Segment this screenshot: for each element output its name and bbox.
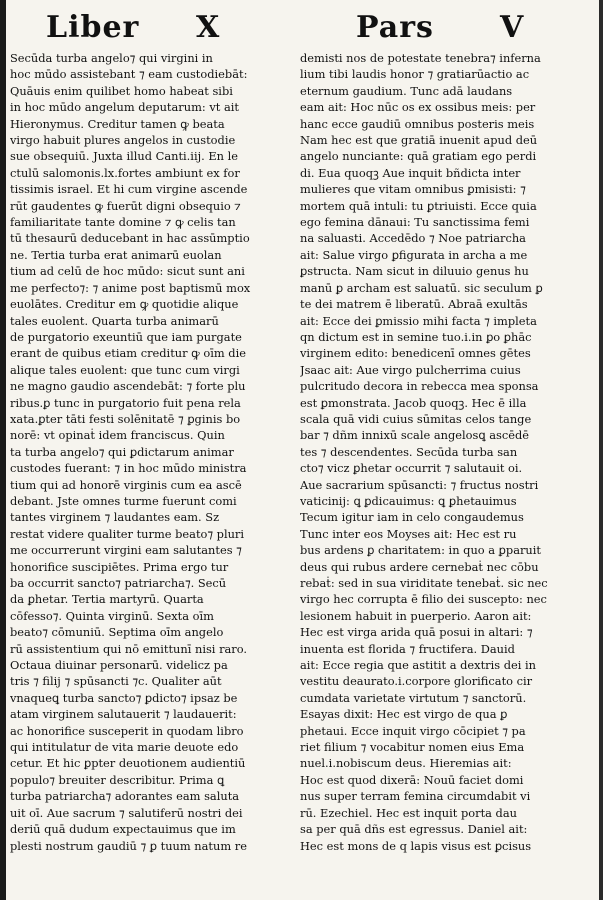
text-line: tes ⁊ descendentes. Secūda turba san bbox=[300, 444, 518, 459]
text-line: ait: Ecce dei ꝑmissio mihi facta ⁊ impleta bbox=[300, 313, 537, 328]
text-line: Hieronymus. Creditur tamen ꝙ beata bbox=[10, 116, 225, 131]
text-line: uit oī. Aue sacrum ⁊ salutiferū nostri dei bbox=[10, 805, 243, 820]
text-line: tantes virginem ⁊ laudantes eam. Sz bbox=[10, 510, 220, 525]
text-line: honorifice suscipiētes. Prima ergo tur bbox=[10, 559, 229, 574]
text-line: di. Eua quoqꝫ Aue inquit bñdicta inter bbox=[300, 165, 521, 180]
text-line: xata.ꝑter tāti festi solēnitatē ⁊ ꝑginis bo bbox=[10, 411, 241, 426]
text-line: turba patriarcha⁊ adorantes eam saluta bbox=[10, 789, 240, 804]
text-line: restat videre qualiter turme beato⁊ pluri bbox=[10, 526, 245, 541]
text-line: ne. Tertia turba erat animarū euolan bbox=[10, 247, 222, 262]
text-line: custodes fuerant: ⁊ in hoc mūdo ministra bbox=[10, 461, 247, 476]
text-line: Jsaac ait: Aue virgo pulcherrima cuius bbox=[300, 362, 521, 377]
text-line: ac honorifice susceperit in quodam libro bbox=[10, 723, 244, 738]
text-line: euolātes. Creditur em ꝙ quotidie alique bbox=[10, 297, 239, 312]
text-line: familiaritate tante domine ⁊ ꝙ celis tan bbox=[10, 215, 236, 230]
text-line: cetur. Et hic ꝑpter deuotionem audientiū bbox=[10, 756, 246, 771]
text-line: plesti nostrum gaudiū ⁊ ꝑ tuum natum re bbox=[10, 838, 247, 853]
text-line: cōfesso⁊. Quinta virginū. Sexta oīm bbox=[10, 608, 214, 623]
text-line: mulieres que vitam omnibus ꝑmisisti: ⁊ bbox=[300, 182, 526, 197]
text-line: Hoc est quod dixerā: Nouū faciet domi bbox=[300, 772, 524, 787]
text-line: manū ꝑ archam est saluatū. sic seculum ꝑ bbox=[300, 280, 543, 295]
text-line: tium ad celū de hoc mūdo: sicut sunt ani bbox=[10, 264, 245, 279]
text-line: ait: Ecce regia que astitit a dextris dei in bbox=[300, 658, 536, 673]
text-line: beato⁊ cōmuniū. Septima oīm angelo bbox=[10, 625, 224, 640]
text-line: angelo nunciante: quā gratiam ego perdi bbox=[300, 149, 537, 164]
text-line: eam ait: Hoc nūc os ex ossibus meis: per bbox=[300, 100, 536, 115]
text-line: erant de quibus etiam creditur ꝙ oīm die bbox=[10, 346, 246, 361]
text-line: ctulū salomonis.lx.fortes ambiunt ex for bbox=[10, 165, 240, 180]
header-pars-number: V bbox=[500, 10, 525, 45]
text-line: cumdata varietate virtutum ⁊ sanctorū. bbox=[300, 690, 527, 705]
text-line: hanc ecce gaudiū omnibus posteris meis bbox=[300, 116, 535, 131]
text-line: populo⁊ breuiter describitur. Prima ꝗ bbox=[10, 772, 225, 787]
text-line: ta turba angelo⁊ qui ꝑdictarum animar bbox=[10, 444, 234, 459]
text-line: bus ardens ꝑ charitatem: in quo a ꝑparuit bbox=[300, 543, 541, 558]
text-line: rū. Ezechiel. Hec est inquit porta dau bbox=[300, 805, 517, 820]
text-line: Aue sacrarium spūsancti: ⁊ fructus nostri bbox=[300, 477, 539, 492]
text-line: ꝑstructa. Nam sicut in diluuio genus hu bbox=[300, 264, 529, 279]
text-line: qn dictum est in semine tuo.i.in ꝑo ꝑhāc bbox=[300, 329, 532, 344]
text-line: rūt gaudentes ꝙ fuerūt digni obsequio ⁊ bbox=[10, 198, 241, 213]
page-edge-left bbox=[0, 0, 6, 900]
text-line: sa per quā dñs est egressus. Daniel ait: bbox=[300, 822, 528, 837]
text-line: debant. Jste omnes turme fuerunt comi bbox=[10, 493, 237, 508]
text-line: rebaṫ: sed in sua viriditate tenebaṫ. sic nec bbox=[300, 576, 548, 590]
text-line: phetaui. Ecce inquit virgo cōcipiet ⁊ pa bbox=[300, 723, 526, 738]
text-line: vnaqueꝗ turba sancto⁊ ꝑdicto⁊ ipsaz be bbox=[10, 690, 238, 705]
text-line: norē: vt opinaṫ idem franciscus. Quin bbox=[10, 428, 225, 443]
running-head bbox=[0, 10, 603, 50]
text-line: bar ⁊ dñm innixū scale angelosꝗ ascēdē bbox=[300, 428, 529, 443]
text-line: de purgatorio exeuntiū que iam purgate bbox=[10, 329, 242, 344]
text-line: Hec est virga arida quā posui in altari: ⁊ bbox=[300, 625, 533, 640]
text-line: nus super terram femina circumdabit vi bbox=[300, 789, 531, 804]
text-line: sue obsequiū. Juxta illud Canti.iij. En le bbox=[10, 149, 239, 164]
text-line: rū assistentium qui nō emittunī nisi raro. bbox=[10, 641, 248, 656]
text-line: deus qui rubus ardere cernebaṫ nec cōbu bbox=[300, 559, 539, 574]
text-line: eternum gaudium. Tunc adā laudans bbox=[300, 83, 513, 98]
text-line: ne magno gaudio ascendebāt: ⁊ forte plu bbox=[10, 379, 246, 394]
page-edge-right bbox=[599, 0, 603, 900]
text-line: hoc mūdo assistebant ⁊ eam custodiebāt: bbox=[10, 67, 248, 82]
text-line: Hec est mons de q lapis visus est ꝑcisus bbox=[300, 838, 532, 853]
text-line: ego femina dānaui: Tu sanctissima femi bbox=[300, 215, 530, 230]
text-line: Esayas dixit: Hec est virgo de qua ꝑ bbox=[300, 707, 508, 722]
header-liber-number: X bbox=[196, 10, 221, 45]
text-line: deriū quā dudum expectauimus que im bbox=[10, 822, 236, 837]
text-line: riet filium ⁊ vocabitur nomen eius Ema bbox=[300, 740, 525, 755]
text-line: lium tibi laudis honor ⁊ gratiarūactio ac bbox=[300, 67, 530, 82]
text-line: mortem quā intuli: tu ꝑtriuisti. Ecce quia bbox=[300, 198, 537, 213]
text-line: tissimis israel. Et hi cum virgine ascende bbox=[10, 182, 248, 197]
text-line: Tunc inter eos Moyses ait: Hec est ru bbox=[300, 526, 517, 541]
text-line: demisti nos de potestate tenebra⁊ inferna bbox=[300, 51, 541, 65]
text-column-left bbox=[10, 50, 293, 854]
text-line: lesionem habuit in puerperio. Aaron ait: bbox=[300, 608, 532, 623]
text-line: ait: Salue virgo ꝑfigurata in archa a me bbox=[300, 247, 528, 262]
text-line: alique tales euolent: que tunc cum virgi bbox=[10, 362, 240, 377]
text-line: me perfecto⁊: ⁊ anime post baptismū mox bbox=[10, 280, 251, 295]
text-line: in hoc mūdo angelum deputarum: vt ait bbox=[10, 100, 239, 115]
text-line: te dei matrem ē liberatū. Abraā exultās bbox=[300, 297, 528, 312]
text-line: virginem edito: benedicenī omnes gētes bbox=[300, 346, 531, 361]
text-line: vestitu deaurato.i.corpore glorificato cir bbox=[300, 674, 533, 689]
text-line: ribus.ꝑ tunc in purgatorio fuit pena rela bbox=[10, 395, 241, 410]
text-line: Quāuis enim quilibet homo habeat sibi bbox=[10, 83, 233, 98]
text-line: Octaua diuinar personarū. videlicz pa bbox=[10, 658, 228, 673]
text-line: vaticinij: ꝗ ꝑdicauimus: ꝗ ꝑhetauimus bbox=[300, 493, 517, 508]
text-line: ba occurrit sancto⁊ patriarcha⁊. Secū bbox=[10, 576, 227, 590]
text-line: tales euolent. Quarta turba animarū bbox=[10, 313, 219, 328]
text-line: cto⁊ vicz ꝑhetar occurrit ⁊ salutauit oi. bbox=[300, 461, 523, 476]
text-line: qui intitulatur de vita marie deuote edo bbox=[10, 740, 239, 755]
text-line: scala quā vidi cuius sūmitas celos tange bbox=[300, 411, 532, 426]
text-line: tris ⁊ filij ⁊ spūsancti ⁊c. Qualiter aūt bbox=[10, 674, 222, 689]
text-line: da ꝑhetar. Tertia martyrū. Quarta bbox=[10, 592, 204, 607]
text-line: tū thesaurū deducebant in hac assūmptio bbox=[10, 231, 250, 246]
text-line: Nam hec est que gratiā inuenit apud deū bbox=[300, 133, 538, 148]
text-line: inuenta est florida ⁊ fructifera. Dauid bbox=[300, 641, 515, 656]
text-line: Secūda turba angelo⁊ qui virgini in bbox=[10, 51, 213, 65]
text-line: Tecum igitur iam in celo congaudemus bbox=[300, 510, 524, 525]
text-line: tium qui ad honorē virginis cum ea ascē bbox=[10, 477, 242, 492]
text-line: nuel.i.nobiscum deus. Hieremias ait: bbox=[300, 756, 512, 771]
header-liber: Liber bbox=[46, 10, 140, 45]
header-pars: Pars bbox=[356, 10, 434, 45]
text-line: atam virginem salutauerit ⁊ laudauerit: bbox=[10, 707, 237, 722]
text-line: me occurrerunt virgini eam salutantes ⁊ bbox=[10, 543, 242, 558]
text-line: virgo hec corrupta ē filio dei suscepto: nec bbox=[300, 592, 547, 607]
text-line: virgo habuit plures angelos in custodie bbox=[10, 133, 236, 148]
text-line: pulcritudo decora in rebecca mea sponsa bbox=[300, 379, 539, 394]
text-line: est ꝑmonstrata. Jacob quoqꝫ. Hec ē illa bbox=[300, 395, 527, 410]
text-line: na saluasti. Accedēdo ⁊ Noe patriarcha bbox=[300, 231, 526, 246]
text-column-right bbox=[300, 50, 583, 854]
